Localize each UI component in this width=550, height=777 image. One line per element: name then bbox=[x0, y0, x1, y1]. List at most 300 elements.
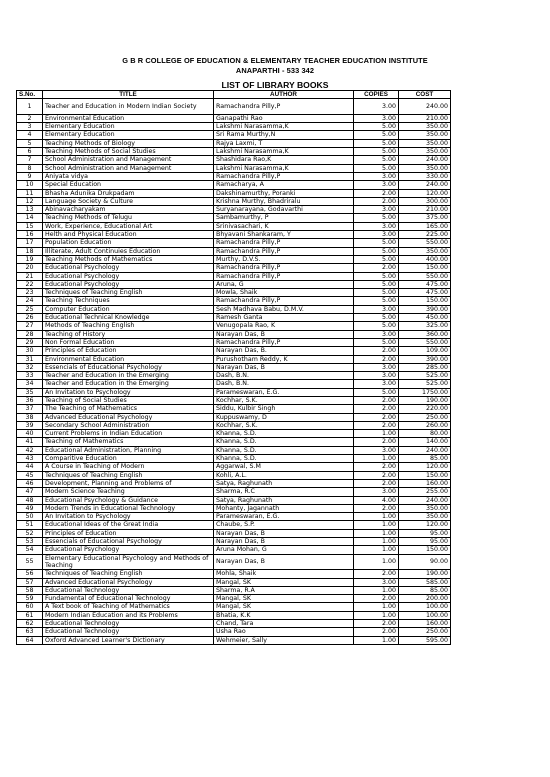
cell-sno: 45 bbox=[17, 471, 43, 479]
cell-author: Narayan Das, B bbox=[214, 538, 354, 546]
cell-sno: 49 bbox=[17, 504, 43, 512]
table-row bbox=[17, 148, 451, 156]
cell-author: Parameswaran, E.G. bbox=[214, 388, 354, 396]
cell-title: Essencials of Educational Psychology bbox=[43, 538, 214, 546]
cell-author: Satya, Raghunath bbox=[214, 479, 354, 487]
cell-sno: 32 bbox=[17, 363, 43, 371]
cell-sno: 37 bbox=[17, 405, 43, 413]
cell-title: Fundamental of Educational Technology bbox=[43, 595, 214, 603]
cell-author: Chand, Tara bbox=[214, 620, 354, 628]
cell-title: School Administration and Management bbox=[43, 156, 214, 164]
cell-cost: 390.00 bbox=[399, 305, 451, 313]
cell-copies: 2.00 bbox=[354, 620, 399, 628]
cell-author: Lakshmi Narasamma,K bbox=[214, 123, 354, 131]
cell-title: Methods of Teaching English bbox=[43, 322, 214, 330]
cell-author: Ramachandra Pilly,P bbox=[214, 247, 354, 255]
cell-author: Bhyavani Shankaram, Y bbox=[214, 231, 354, 239]
table-row bbox=[17, 164, 451, 172]
cell-title: Illiterate, Adult Continuies Education bbox=[43, 247, 214, 255]
cell-copies: 3.00 bbox=[354, 380, 399, 388]
cell-title: Advanced Educational Psychology bbox=[43, 413, 214, 421]
table-row bbox=[17, 99, 451, 115]
cell-sno: 50 bbox=[17, 513, 43, 521]
cell-copies: 1.00 bbox=[354, 430, 399, 438]
cell-cost: 120.00 bbox=[399, 521, 451, 529]
table-row bbox=[17, 396, 451, 404]
cell-title: Teaching Techniques bbox=[43, 297, 214, 305]
table-row bbox=[17, 305, 451, 313]
cell-sno: 41 bbox=[17, 438, 43, 446]
cell-title: Modern Science Teaching bbox=[43, 488, 214, 496]
cell-cost: 85.00 bbox=[399, 455, 451, 463]
cell-author: Kochhar, S.K. bbox=[214, 396, 354, 404]
cell-title: Teaching Methods of Telugu bbox=[43, 214, 214, 222]
cell-cost: 100.00 bbox=[399, 611, 451, 619]
cell-author: Ramachandra Pilly,P bbox=[214, 297, 354, 305]
cell-cost: 160.00 bbox=[399, 479, 451, 487]
cell-copies: 1.00 bbox=[354, 455, 399, 463]
cell-author: Mohla, Shaik bbox=[214, 570, 354, 578]
cell-copies: 1.00 bbox=[354, 586, 399, 594]
cell-copies: 3.00 bbox=[354, 114, 399, 122]
cell-title: Educational Psychology bbox=[43, 280, 214, 288]
cell-author: Ganapathi Rao bbox=[214, 114, 354, 122]
cell-author: Ramachandra Pilly,P bbox=[214, 338, 354, 346]
cell-author: Satya, Raghunath bbox=[214, 496, 354, 504]
cell-author: Aruna Mohan, G bbox=[214, 546, 354, 554]
cell-title: Bhasha Adunika Drukpadam bbox=[43, 189, 214, 197]
cell-sno: 23 bbox=[17, 289, 43, 297]
cell-title: A Text book of Teaching of Mathematics bbox=[43, 603, 214, 611]
cell-title: Environmental Education bbox=[43, 114, 214, 122]
table-row bbox=[17, 363, 451, 371]
cell-author: Lakshmi Narasamma,K bbox=[214, 148, 354, 156]
cell-title: Teacher and Education in Modern Indian Society bbox=[43, 99, 214, 115]
cell-cost: 255.00 bbox=[399, 488, 451, 496]
cell-title: Educational Psychology bbox=[43, 264, 214, 272]
table-row bbox=[17, 330, 451, 338]
table-body bbox=[17, 99, 451, 645]
cell-author: Narayan Das, B bbox=[214, 554, 354, 570]
cell-copies: 3.00 bbox=[354, 578, 399, 586]
cell-title: Educational Administration, Planning bbox=[43, 446, 214, 454]
cell-cost: 400.00 bbox=[399, 255, 451, 263]
cell-author: Sesh Madhava Babu, D.M.V. bbox=[214, 305, 354, 313]
cell-cost: 240.00 bbox=[399, 99, 451, 115]
table-row bbox=[17, 197, 451, 205]
cell-sno: 63 bbox=[17, 628, 43, 636]
cell-sno: 9 bbox=[17, 172, 43, 180]
cell-sno: 35 bbox=[17, 388, 43, 396]
table-row bbox=[17, 222, 451, 230]
cell-cost: 330.00 bbox=[399, 172, 451, 180]
cell-author: Mowla, Shaik bbox=[214, 289, 354, 297]
cell-copies: 2.00 bbox=[354, 396, 399, 404]
table-row bbox=[17, 546, 451, 554]
cell-title: Educational Technical Knowledge bbox=[43, 314, 214, 322]
table-row bbox=[17, 347, 451, 355]
cell-sno: 36 bbox=[17, 396, 43, 404]
cell-cost: 350.00 bbox=[399, 148, 451, 156]
cell-title: An Invitation to Psychology bbox=[43, 513, 214, 521]
cell-title: A Course in Teaching of Modern bbox=[43, 463, 214, 471]
cell-author: Ramacharya, A bbox=[214, 181, 354, 189]
cell-sno: 19 bbox=[17, 255, 43, 263]
cell-title: Techniques of Teaching English bbox=[43, 570, 214, 578]
cell-cost: 525.00 bbox=[399, 380, 451, 388]
cell-title: School Administration and Management bbox=[43, 164, 214, 172]
cell-sno: 51 bbox=[17, 521, 43, 529]
cell-cost: 85.00 bbox=[399, 586, 451, 594]
cell-cost: 95.00 bbox=[399, 529, 451, 537]
cell-sno: 15 bbox=[17, 222, 43, 230]
table-row bbox=[17, 421, 451, 429]
cell-sno: 29 bbox=[17, 338, 43, 346]
cell-sno: 47 bbox=[17, 488, 43, 496]
cell-copies: 1.00 bbox=[354, 538, 399, 546]
cell-copies: 5.00 bbox=[354, 214, 399, 222]
cell-cost: 100.00 bbox=[399, 603, 451, 611]
table-row bbox=[17, 388, 451, 396]
cell-sno: 16 bbox=[17, 231, 43, 239]
cell-title: Techniques of Teaching English bbox=[43, 471, 214, 479]
table-row bbox=[17, 247, 451, 255]
cell-cost: 190.00 bbox=[399, 396, 451, 404]
cell-copies: 3.00 bbox=[354, 99, 399, 115]
table-row bbox=[17, 438, 451, 446]
cell-title: Comparitive Education bbox=[43, 455, 214, 463]
column-header-title: TITLE bbox=[43, 91, 214, 99]
cell-copies: 5.00 bbox=[354, 255, 399, 263]
table-row bbox=[17, 521, 451, 529]
cell-copies: 1.00 bbox=[354, 546, 399, 554]
table-row bbox=[17, 636, 451, 644]
cell-author: Narayan Das, B bbox=[214, 330, 354, 338]
cell-sno: 5 bbox=[17, 139, 43, 147]
table-row bbox=[17, 214, 451, 222]
cell-sno: 6 bbox=[17, 148, 43, 156]
cell-copies: 5.00 bbox=[354, 388, 399, 396]
cell-author: Ramachandra Pilly,P bbox=[214, 172, 354, 180]
cell-copies: 5.00 bbox=[354, 314, 399, 322]
cell-title: Elementary Education bbox=[43, 131, 214, 139]
cell-copies: 1.00 bbox=[354, 603, 399, 611]
cell-sno: 24 bbox=[17, 297, 43, 305]
cell-cost: 450.00 bbox=[399, 314, 451, 322]
table-row bbox=[17, 181, 451, 189]
cell-copies: 2.00 bbox=[354, 504, 399, 512]
cell-title: Oxford Advanced Learner's Dictionary bbox=[43, 636, 214, 644]
cell-author: Murthy, D.V.S. bbox=[214, 255, 354, 263]
table-row bbox=[17, 372, 451, 380]
cell-cost: 150.00 bbox=[399, 297, 451, 305]
cell-cost: 350.00 bbox=[399, 123, 451, 131]
cell-copies: 2.00 bbox=[354, 405, 399, 413]
cell-author: Aruna, G bbox=[214, 280, 354, 288]
cell-copies: 5.00 bbox=[354, 297, 399, 305]
cell-author: Ramachandra Pilly,P bbox=[214, 239, 354, 247]
cell-cost: 475.00 bbox=[399, 280, 451, 288]
cell-sno: 58 bbox=[17, 586, 43, 594]
cell-author: Narayan Das, B bbox=[214, 363, 354, 371]
cell-sno: 53 bbox=[17, 538, 43, 546]
cell-sno: 12 bbox=[17, 197, 43, 205]
cell-cost: 550.00 bbox=[399, 239, 451, 247]
cell-sno: 30 bbox=[17, 347, 43, 355]
cell-title: Current Problems in Indian Education bbox=[43, 430, 214, 438]
cell-author: Mangal, SK bbox=[214, 578, 354, 586]
cell-copies: 3.00 bbox=[354, 181, 399, 189]
cell-title: The Teaching of Mathematics bbox=[43, 405, 214, 413]
table-row bbox=[17, 206, 451, 214]
cell-author: Siddu, Kulbir Singh bbox=[214, 405, 354, 413]
cell-title: Advanced Educational Psychology bbox=[43, 578, 214, 586]
table-row bbox=[17, 380, 451, 388]
cell-author: Venugopala Rao, K bbox=[214, 322, 354, 330]
cell-title: Educational Technology bbox=[43, 586, 214, 594]
cell-cost: 300.00 bbox=[399, 197, 451, 205]
table-row bbox=[17, 479, 451, 487]
cell-copies: 2.00 bbox=[354, 570, 399, 578]
cell-cost: 550.00 bbox=[399, 338, 451, 346]
table-row bbox=[17, 554, 451, 570]
cell-author: Wehmeier, Sally bbox=[214, 636, 354, 644]
column-header-cost: COST bbox=[399, 91, 451, 99]
cell-sno: 26 bbox=[17, 314, 43, 322]
cell-cost: 150.00 bbox=[399, 546, 451, 554]
cell-sno: 14 bbox=[17, 214, 43, 222]
cell-copies: 2.00 bbox=[354, 628, 399, 636]
cell-copies: 5.00 bbox=[354, 148, 399, 156]
table-row bbox=[17, 471, 451, 479]
cell-cost: 585.00 bbox=[399, 578, 451, 586]
cell-sno: 11 bbox=[17, 189, 43, 197]
table-row bbox=[17, 264, 451, 272]
cell-title: Environmental Education bbox=[43, 355, 214, 363]
cell-title: Teaching Methods of Social Studies bbox=[43, 148, 214, 156]
column-header-author: AUTHOR bbox=[214, 91, 354, 99]
cell-cost: 90.00 bbox=[399, 554, 451, 570]
cell-cost: 80.00 bbox=[399, 430, 451, 438]
cell-sno: 34 bbox=[17, 380, 43, 388]
cell-copies: 2.00 bbox=[354, 438, 399, 446]
cell-title: Modern Indian Education and its Problems bbox=[43, 611, 214, 619]
cell-sno: 46 bbox=[17, 479, 43, 487]
cell-copies: 5.00 bbox=[354, 289, 399, 297]
cell-title: Educational Psychology bbox=[43, 546, 214, 554]
table-row bbox=[17, 513, 451, 521]
cell-cost: 140.00 bbox=[399, 438, 451, 446]
cell-sno: 20 bbox=[17, 264, 43, 272]
cell-cost: 200.00 bbox=[399, 595, 451, 603]
cell-cost: 390.00 bbox=[399, 355, 451, 363]
cell-cost: 1750.00 bbox=[399, 388, 451, 396]
cell-copies: 4.00 bbox=[354, 496, 399, 504]
cell-sno: 42 bbox=[17, 446, 43, 454]
cell-cost: 350.00 bbox=[399, 131, 451, 139]
cell-sno: 33 bbox=[17, 372, 43, 380]
column-header-copies: COPIES bbox=[354, 91, 399, 99]
cell-cost: 350.00 bbox=[399, 164, 451, 172]
cell-copies: 3.00 bbox=[354, 330, 399, 338]
cell-title: Principles of Education bbox=[43, 529, 214, 537]
cell-title: Teaching of Mathematics bbox=[43, 438, 214, 446]
cell-sno: 54 bbox=[17, 546, 43, 554]
table-row bbox=[17, 255, 451, 263]
cell-cost: 95.00 bbox=[399, 538, 451, 546]
cell-title: Teaching Methods of Biology bbox=[43, 139, 214, 147]
cell-sno: 55 bbox=[17, 554, 43, 570]
cell-copies: 1.00 bbox=[354, 611, 399, 619]
cell-cost: 285.00 bbox=[399, 363, 451, 371]
cell-author: Bhatia, K.K bbox=[214, 611, 354, 619]
cell-title: Special Education bbox=[43, 181, 214, 189]
cell-author: Chaube, S.P. bbox=[214, 521, 354, 529]
cell-cost: 250.00 bbox=[399, 628, 451, 636]
cell-sno: 39 bbox=[17, 421, 43, 429]
cell-author: Khanna, S.D. bbox=[214, 446, 354, 454]
cell-copies: 5.00 bbox=[354, 247, 399, 255]
cell-author: Krishna Murthy, Bhadriralu bbox=[214, 197, 354, 205]
cell-copies: 5.00 bbox=[354, 322, 399, 330]
cell-title: Teaching Methods of Mathematics bbox=[43, 255, 214, 263]
cell-copies: 3.00 bbox=[354, 488, 399, 496]
cell-title: Principles of Education bbox=[43, 347, 214, 355]
cell-author: Purushotham Reddy, K bbox=[214, 355, 354, 363]
cell-cost: 220.00 bbox=[399, 405, 451, 413]
table-row bbox=[17, 355, 451, 363]
cell-sno: 28 bbox=[17, 330, 43, 338]
cell-copies: 2.00 bbox=[354, 463, 399, 471]
cell-author: Mangal, SK bbox=[214, 595, 354, 603]
cell-sno: 56 bbox=[17, 570, 43, 578]
cell-sno: 18 bbox=[17, 247, 43, 255]
cell-cost: 225.00 bbox=[399, 231, 451, 239]
cell-cost: 525.00 bbox=[399, 372, 451, 380]
cell-author: Ramachandra Pilly,P bbox=[214, 99, 354, 115]
table-row bbox=[17, 529, 451, 537]
institution-name: G B R COLLEGE OF EDUCATION & ELEMENTARY TEACHER EDUCATION INSTITUTE bbox=[122, 56, 428, 65]
cell-sno: 17 bbox=[17, 239, 43, 247]
cell-sno: 44 bbox=[17, 463, 43, 471]
cell-cost: 350.00 bbox=[399, 504, 451, 512]
cell-copies: 5.00 bbox=[354, 139, 399, 147]
cell-title: An Invitation to Psychology bbox=[43, 388, 214, 396]
cell-author: Khanna, S.D. bbox=[214, 430, 354, 438]
cell-sno: 64 bbox=[17, 636, 43, 644]
cell-cost: 360.00 bbox=[399, 330, 451, 338]
cell-cost: 240.00 bbox=[399, 156, 451, 164]
cell-cost: 150.00 bbox=[399, 264, 451, 272]
cell-copies: 5.00 bbox=[354, 123, 399, 131]
cell-copies: 3.00 bbox=[354, 231, 399, 239]
cell-copies: 5.00 bbox=[354, 272, 399, 280]
cell-title: Essencials of Educational Psychology bbox=[43, 363, 214, 371]
books-table bbox=[16, 90, 451, 645]
cell-copies: 3.00 bbox=[354, 363, 399, 371]
cell-copies: 5.00 bbox=[354, 239, 399, 247]
cell-cost: 160.00 bbox=[399, 620, 451, 628]
cell-sno: 62 bbox=[17, 620, 43, 628]
cell-title: Work, Experience, Educational Art bbox=[43, 222, 214, 230]
table-row bbox=[17, 620, 451, 628]
institution-address: ANAPARTHI - 533 342 bbox=[235, 66, 315, 75]
cell-title: Modern Trends in Educational Technology bbox=[43, 504, 214, 512]
cell-title: Educational Psychology & Guidance bbox=[43, 496, 214, 504]
cell-cost: 240.00 bbox=[399, 181, 451, 189]
cell-cost: 350.00 bbox=[399, 513, 451, 521]
cell-author: Lakshmi Narasamma,K bbox=[214, 164, 354, 172]
cell-author: Mangal, SK bbox=[214, 603, 354, 611]
cell-title: Teaching of History bbox=[43, 330, 214, 338]
cell-author: Shashidara Rao,K bbox=[214, 156, 354, 164]
cell-author: Sambamurthy, P bbox=[214, 214, 354, 222]
cell-author: Aggarwal, S.M bbox=[214, 463, 354, 471]
cell-sno: 1 bbox=[17, 99, 43, 115]
cell-author: Sharma, R.C bbox=[214, 488, 354, 496]
cell-author: Usha Rao bbox=[214, 628, 354, 636]
table-row bbox=[17, 405, 451, 413]
cell-sno: 2 bbox=[17, 114, 43, 122]
cell-cost: 550.00 bbox=[399, 272, 451, 280]
cell-sno: 40 bbox=[17, 430, 43, 438]
cell-copies: 3.00 bbox=[354, 172, 399, 180]
table-row bbox=[17, 455, 451, 463]
cell-cost: 250.00 bbox=[399, 413, 451, 421]
table-row bbox=[17, 570, 451, 578]
cell-cost: 350.00 bbox=[399, 247, 451, 255]
table-row bbox=[17, 611, 451, 619]
cell-sno: 10 bbox=[17, 181, 43, 189]
cell-copies: 1.00 bbox=[354, 529, 399, 537]
cell-author: Ramesh Ganta bbox=[214, 314, 354, 322]
cell-sno: 3 bbox=[17, 123, 43, 131]
cell-author: Narayan Das, B bbox=[214, 529, 354, 537]
cell-title: Techniques of Teaching English bbox=[43, 289, 214, 297]
cell-cost: 150.00 bbox=[399, 471, 451, 479]
cell-copies: 2.00 bbox=[354, 197, 399, 205]
table-row bbox=[17, 446, 451, 454]
cell-author: Kuppuswamy, D bbox=[214, 413, 354, 421]
cell-sno: 4 bbox=[17, 131, 43, 139]
cell-cost: 240.00 bbox=[399, 446, 451, 454]
cell-title: Teacher and Education in the Emerging bbox=[43, 372, 214, 380]
cell-copies: 1.00 bbox=[354, 513, 399, 521]
cell-copies: 2.00 bbox=[354, 264, 399, 272]
cell-sno: 61 bbox=[17, 611, 43, 619]
cell-author: Dakshinamurthy, Poranki bbox=[214, 189, 354, 197]
cell-cost: 120.00 bbox=[399, 189, 451, 197]
table-row bbox=[17, 297, 451, 305]
cell-copies: 2.00 bbox=[354, 595, 399, 603]
cell-copies: 2.00 bbox=[354, 413, 399, 421]
cell-title: Population Education bbox=[43, 239, 214, 247]
cell-title: Educational Technology bbox=[43, 620, 214, 628]
document-title: LIST OF LIBRARY BOOKS bbox=[221, 80, 329, 90]
cell-title: Aniyata vidya bbox=[43, 172, 214, 180]
cell-sno: 48 bbox=[17, 496, 43, 504]
cell-sno: 8 bbox=[17, 164, 43, 172]
table-row bbox=[17, 595, 451, 603]
cell-cost: 475.00 bbox=[399, 289, 451, 297]
table-row bbox=[17, 538, 451, 546]
cell-copies: 3.00 bbox=[354, 305, 399, 313]
cell-title: Teacher and Education in the Emerging bbox=[43, 380, 214, 388]
cell-title: Teaching of Social Studies bbox=[43, 396, 214, 404]
table-row bbox=[17, 488, 451, 496]
cell-author: Suryanarayana, Godavarthi bbox=[214, 206, 354, 214]
table-row bbox=[17, 239, 451, 247]
